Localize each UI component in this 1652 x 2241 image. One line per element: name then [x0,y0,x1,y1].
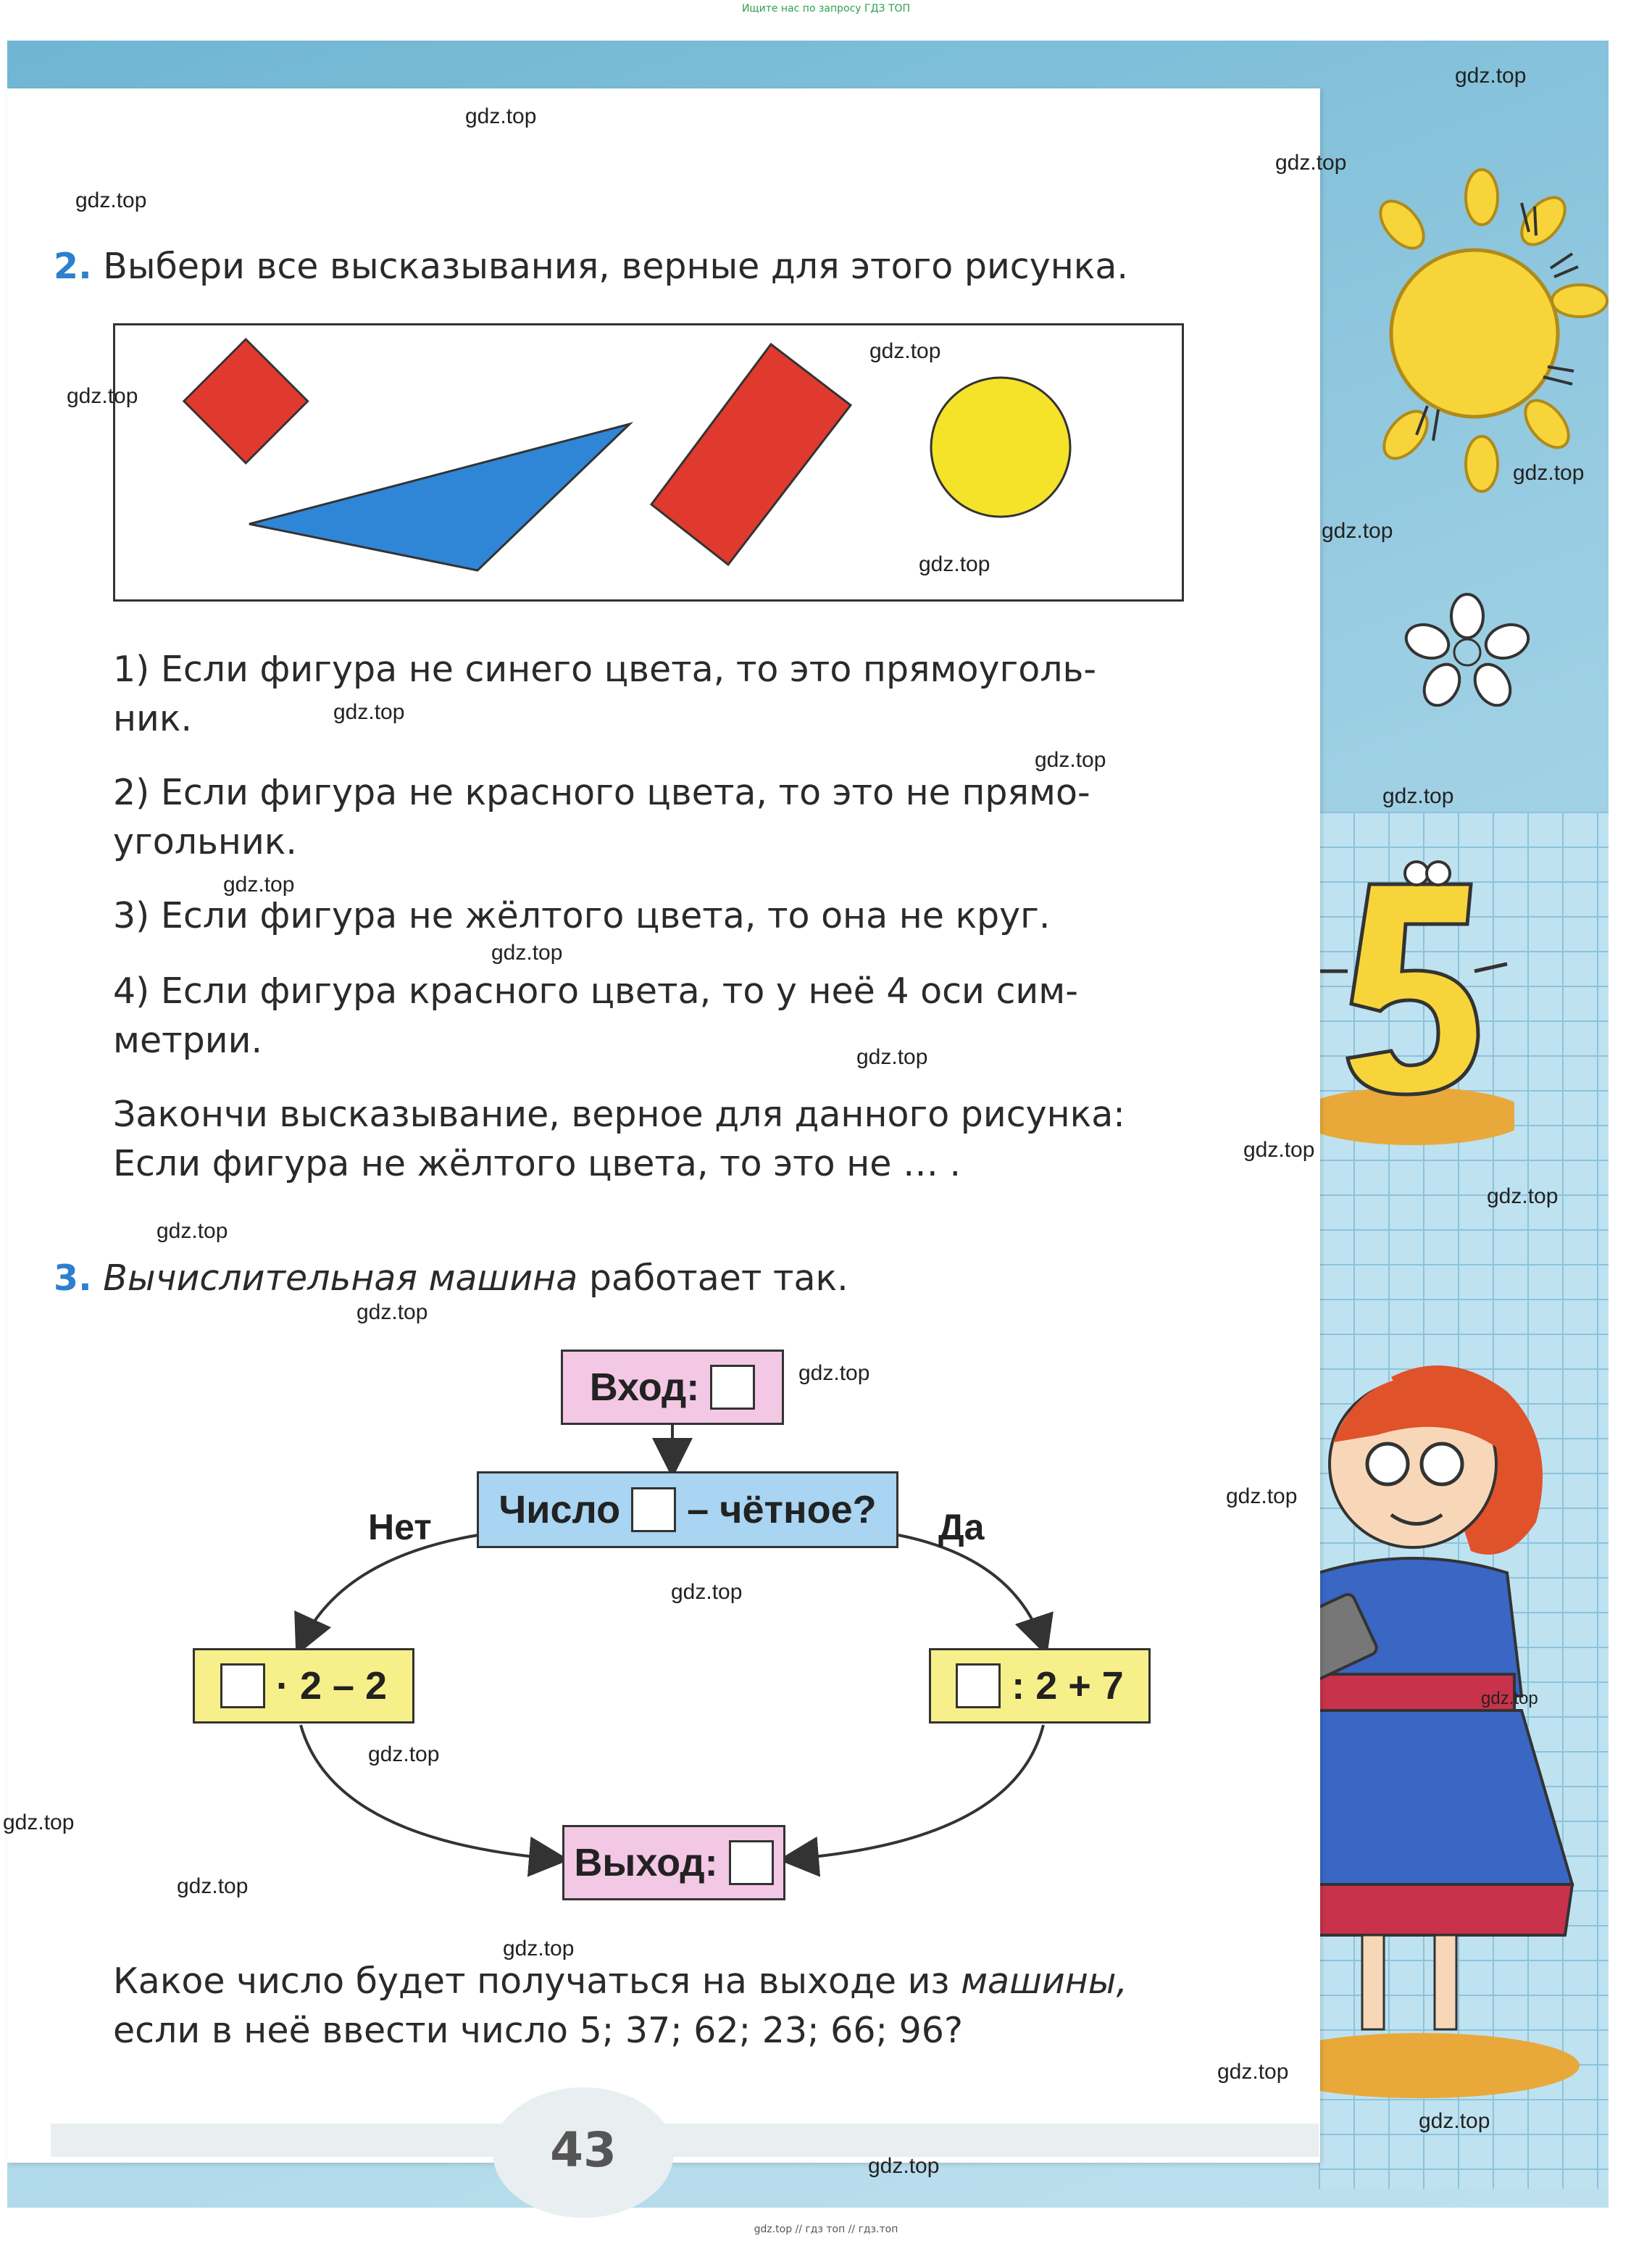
watermark: gdz.top [491,941,563,965]
flow-question-box [477,1471,898,1548]
task3-number: 3. [54,1257,92,1299]
finish-line-1: Закончи высказывание, верное для данного рисунка: [113,1094,1125,1135]
watermark: gdz.top [1035,748,1106,772]
statement-4-line-2: метрии. [113,1020,263,1061]
bottom-note: gdz.top // гдз топ // гдз.топ [754,2224,898,2235]
flow-right-square [956,1663,1001,1708]
flow-output-label: Выход: [574,1841,718,1884]
task3-title-italic: Вычислительная машина [103,1257,578,1299]
task2-number: 2. [54,246,92,287]
watermark: gdz.top [356,1300,428,1324]
statement-1-line-2: ник. [113,698,193,739]
watermark: gdz.top [177,1874,249,1898]
watermark: gdz.top [75,188,147,212]
task3-question-italic: машины, [961,1961,1128,2002]
statement-1-line-1: 1) Если фигура не синего цвета, то это прямоуголь- [113,649,1097,690]
flow-question-left: Число [498,1488,621,1531]
flow-output-square [729,1840,774,1885]
watermark: gdz.top [919,552,990,576]
watermark: gdz.top [1243,1138,1315,1162]
watermark: gdz.top [157,1219,228,1243]
watermark: gdz.top [503,1937,575,1961]
watermark: gdz.top [1382,784,1454,808]
watermark: gdz.top [3,1810,75,1834]
watermark: gdz.top [1217,2060,1289,2084]
watermark: gdz.top [223,873,295,897]
watermark: gdz.top [1226,1484,1298,1508]
task3-question-line-1 [113,1957,1127,2006]
task2-title: Выбери все высказывания, верные для этого рисунка. [103,246,1128,287]
flow-left-operation: · 2 – 2 [275,1664,388,1708]
watermark: gdz.top [1487,1184,1559,1208]
task3-question-text: Какое число будет получаться на выходе из [113,1961,950,2002]
page-number: 43 [550,2122,617,2178]
flow-right-operation: : 2 + 7 [1011,1664,1124,1708]
watermark: gdz.top [67,384,138,408]
flow-left-operation-box [193,1648,414,1724]
watermark: gdz.top [1275,151,1347,175]
watermark: gdz.top [1455,64,1527,88]
watermark: gdz.top [1513,461,1585,485]
flow-left-square [220,1663,265,1708]
statement-3: 3) Если фигура не жёлтого цвета, то она не круг. [113,895,1051,936]
finish-line-2: Если фигура не жёлтого цвета, то это не … . [113,1143,961,1184]
watermark: gdz.top [1322,519,1393,543]
task3-title-rest: работает так. [577,1257,848,1299]
statement-2-line-2: угольник. [113,821,297,862]
statement-2-line-1: 2) Если фигура не красного цвета, то это не прямо- [113,772,1090,813]
watermark: gdz.top [798,1361,870,1385]
watermark: gdz.top [868,2154,940,2178]
flow-right-operation-box [929,1648,1151,1724]
watermark: gdz.top [465,104,537,128]
watermark: gdz.top [1419,2109,1490,2133]
flow-input-square [710,1365,755,1410]
flow-input-box [561,1350,784,1425]
statement-4-line-1: 4) Если фигура красного цвета, то у неё 4 оси сим- [113,970,1078,1012]
watermark: gdz.top [856,1045,928,1069]
flow-no-label: Нет [368,1507,432,1547]
watermark: gdz.top [368,1742,440,1766]
flow-question-right: – чётное? [687,1488,877,1531]
watermark: gdz.top [333,700,405,724]
watermark: gdz.top [1481,1689,1538,1708]
watermark: gdz.top [671,1580,743,1604]
task3-question-line-2: если в неё ввести число 5; 37; 62; 23; 66; 96? [113,2010,963,2051]
flow-input-label: Вход: [589,1365,700,1409]
flow-output-box [562,1825,785,1900]
flow-question-square [631,1487,676,1532]
watermark: gdz.top [869,339,941,363]
flow-yes-label: Да [938,1507,985,1547]
top-note: Ищите нас по запросу ГДЗ ТОП [741,3,911,14]
